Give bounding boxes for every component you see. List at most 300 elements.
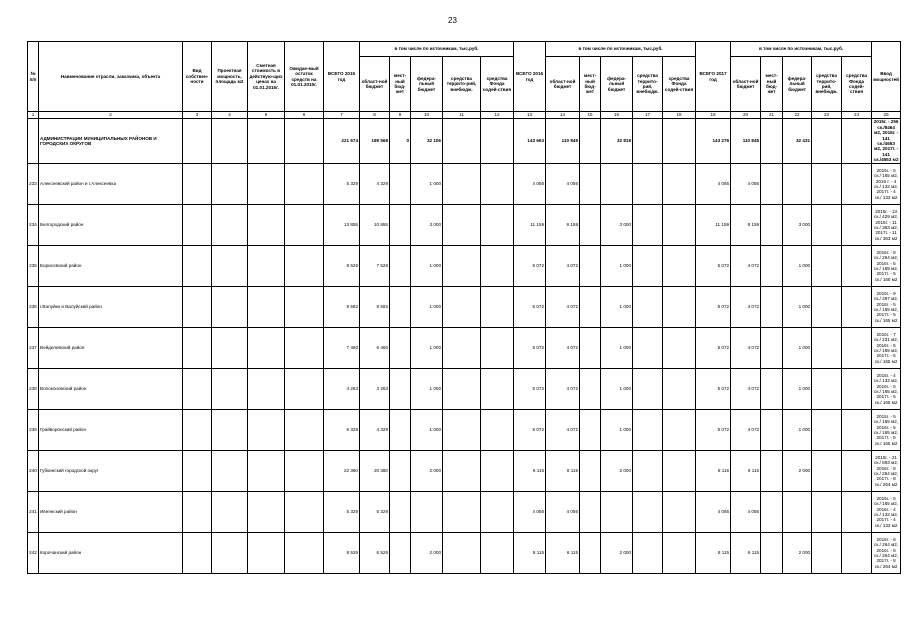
cell-c7: 13 855: [324, 205, 360, 246]
capacity-intro: 2015г. - 8 ск./ 264 м2, 2016г. - 5 ск./ 165 м2, 2017г. - 5 ск./ 165 м2: [872, 246, 901, 287]
empty-cell: [812, 533, 842, 574]
empty-cell: [481, 119, 514, 164]
empty-cell: [580, 246, 601, 287]
empty-cell: [842, 533, 872, 574]
cell-c10: 1 000: [411, 410, 443, 451]
cell-c14: 4 056: [546, 492, 580, 533]
capacity-intro: 2015г. - 8 ск./ 264 м2, 2016г. - 8 ск./ 264 м2, 2017г. - 8 ск./ 264 м2: [872, 533, 901, 574]
row-index: 242: [28, 533, 39, 574]
cell-c8: 5 329: [360, 492, 390, 533]
empty-cell: [580, 492, 601, 533]
row-index: 237: [28, 328, 39, 369]
empty-cell: [183, 164, 212, 205]
empty-cell: [183, 369, 212, 410]
cell-c20: 4 072: [731, 410, 761, 451]
header-federal-2017: федера-льный бюджет: [783, 57, 812, 112]
cell-c22: 1 000: [783, 328, 812, 369]
cell-c8: 10 855: [360, 205, 390, 246]
empty-cell: [183, 533, 212, 574]
capacity-intro: 2015г. - 5 ск./ 165 м2, 2016г. - 4 ск./ 132 м2, 2017г. - 4 ск./ 132 м2: [872, 492, 901, 533]
cell-c16: 1 000: [601, 410, 633, 451]
empty-cell: [481, 287, 514, 328]
header-territorial-2016: средства террито-рий, внебюдж.: [633, 57, 663, 112]
empty-cell: [183, 328, 212, 369]
empty-cell: [285, 492, 324, 533]
cell-c19: 8 115: [696, 533, 731, 574]
empty-cell: [633, 410, 663, 451]
row-index: 238: [28, 369, 39, 410]
column-number: 2: [39, 112, 183, 119]
cell-c19: 5 072: [696, 369, 731, 410]
table-row: [28, 451, 901, 492]
empty-cell: [633, 492, 663, 533]
empty-cell: [248, 492, 285, 533]
header-ownership: Вид собствен-ности: [183, 42, 212, 112]
capacity-intro: 2015г. - 7 ск./ 231 м2, 2016г. - 5 ск./ 165 м2, 2017г. - 5 ск./ 165 м2: [872, 328, 901, 369]
cell-c22: 1 000: [783, 369, 812, 410]
row-index: 234: [28, 205, 39, 246]
empty-cell: [633, 328, 663, 369]
empty-cell: [580, 451, 601, 492]
row-index: 233: [28, 164, 39, 205]
cell-c16: 3 000: [601, 205, 633, 246]
table-row: [28, 246, 901, 287]
header-fund-2015: средства Фонда содей-ствия: [481, 57, 514, 112]
cell-c14: 4 072: [546, 246, 580, 287]
column-number: 21: [761, 112, 783, 119]
empty-cell: [183, 287, 212, 328]
empty-cell: [633, 287, 663, 328]
row-name: Грайворонский район: [39, 410, 183, 451]
cell-c7: 8 526: [324, 246, 360, 287]
cell-c13: 5 072: [514, 246, 546, 287]
cell-c19: 143 276: [696, 119, 731, 164]
empty-cell: [663, 451, 696, 492]
empty-cell: [812, 492, 842, 533]
empty-cell: [443, 287, 481, 328]
table-row: [28, 164, 901, 205]
column-number: 6: [285, 112, 324, 119]
cell-c20: 6 115: [731, 533, 761, 574]
empty-cell: [633, 246, 663, 287]
cell-c19: 5 072: [696, 287, 731, 328]
cell-c19: 5 072: [696, 410, 731, 451]
empty-cell: [761, 533, 783, 574]
empty-cell: [761, 246, 783, 287]
empty-cell: [481, 246, 514, 287]
row-name: Борисовский район: [39, 246, 183, 287]
cell-c22: [783, 492, 812, 533]
cell-c7: 5 329: [324, 492, 360, 533]
column-number: 22: [783, 112, 812, 119]
header-regional-2015: област-ной бюджет: [360, 57, 390, 112]
empty-cell: [633, 533, 663, 574]
cell-c7: 5 329: [324, 164, 360, 205]
empty-cell: [443, 328, 481, 369]
cell-c16: [601, 164, 633, 205]
cell-c9: [390, 246, 411, 287]
column-number-row: [28, 112, 901, 119]
table-row: [28, 410, 901, 451]
cell-c22: 3 000: [783, 205, 812, 246]
cell-c14: 8 159: [546, 205, 580, 246]
cell-c22: 32 431: [783, 119, 812, 164]
group-name: АДМИНИСТРАЦИИ МУНИЦИПАЛЬНЫХ РАЙОНОВ И ГОРОДСКИХ ОКРУГОВ: [39, 119, 183, 164]
header-fund-2016: средства Фонда содей-ствия: [663, 57, 696, 112]
header-remainder: Ожидае-мый остаток средств на 01.01.2015г.: [285, 42, 324, 112]
row-index: 241: [28, 492, 39, 533]
header-regional-2016: област-ной бюджет: [546, 57, 580, 112]
cell-c8: 3 263: [360, 369, 390, 410]
table-row: [28, 287, 901, 328]
empty-cell: [812, 328, 842, 369]
capacity-intro: 2015г. - 4 ск./ 132 м2, 2016г. - 5 ск./ 165 м2, 2017г. - 5 ск./ 165 м2: [872, 369, 901, 410]
cell-c16: 1 000: [601, 287, 633, 328]
header-capacity: Проектная мощность, площадь м2: [212, 42, 248, 112]
empty-cell: [212, 492, 248, 533]
empty-cell: [842, 369, 872, 410]
cell-c22: 1 000: [783, 410, 812, 451]
empty-cell: [481, 533, 514, 574]
financing-table: [27, 41, 901, 574]
table-row: [28, 533, 901, 574]
row-index: 236: [28, 287, 39, 328]
empty-cell: [212, 410, 248, 451]
cell-c13: 4 056: [514, 492, 546, 533]
cell-c22: 2 000: [783, 451, 812, 492]
cell-c13: 5 072: [514, 287, 546, 328]
empty-cell: [761, 164, 783, 205]
cell-c22: [783, 164, 812, 205]
cell-c20: 4 072: [731, 328, 761, 369]
cell-c13: 5 072: [514, 410, 546, 451]
cell-c10: [411, 492, 443, 533]
cell-c19: 4 056: [696, 164, 731, 205]
cell-c7: 8 526: [324, 533, 360, 574]
header-federal-2016: федера-льный бюджет: [601, 57, 633, 112]
empty-cell: [812, 287, 842, 328]
cell-c13: 5 072: [514, 369, 546, 410]
cell-c8: 4 329: [360, 410, 390, 451]
cell-c13: 8 115: [514, 533, 546, 574]
empty-cell: [248, 119, 285, 164]
empty-cell: [481, 492, 514, 533]
cell-c20: 4 056: [731, 164, 761, 205]
empty-cell: [248, 328, 285, 369]
empty-cell: [633, 119, 663, 164]
cell-c16: 2 000: [601, 451, 633, 492]
empty-cell: [248, 451, 285, 492]
column-number: 24: [842, 112, 872, 119]
table-body: [28, 112, 901, 574]
header-federal-2015: федера-льный бюджет: [411, 57, 443, 112]
empty-cell: [633, 369, 663, 410]
row-name: Ивнянский район: [39, 492, 183, 533]
empty-cell: [443, 533, 481, 574]
cell-c9: [390, 164, 411, 205]
cell-c7: 221 674: [324, 119, 360, 164]
header-fund-2017: средства Фонда содей-ствия: [842, 57, 872, 112]
row-index: 239: [28, 410, 39, 451]
empty-cell: [248, 164, 285, 205]
table-header: [28, 42, 901, 112]
empty-cell: [842, 410, 872, 451]
header-local-2016: мест-ный бюд-жет: [580, 57, 601, 112]
cell-c9: [390, 328, 411, 369]
cell-c13: 4 056: [514, 164, 546, 205]
cell-c20: 4 072: [731, 246, 761, 287]
cell-c16: [601, 492, 633, 533]
cell-c20: 4 072: [731, 287, 761, 328]
empty-cell: [285, 164, 324, 205]
empty-cell: [633, 451, 663, 492]
empty-cell: [212, 287, 248, 328]
header-sources-2016: в том числе по источникам, тыс.руб.: [546, 42, 696, 57]
cell-c19: 8 115: [696, 451, 731, 492]
empty-cell: [842, 451, 872, 492]
row-name: Белгородский район: [39, 205, 183, 246]
empty-cell: [285, 533, 324, 574]
empty-cell: [285, 451, 324, 492]
column-number: 9: [390, 112, 411, 119]
cell-c9: [390, 533, 411, 574]
header-sources-2017: в том числе по источникам, тыс.руб.: [731, 42, 872, 57]
cell-c14: 4 072: [546, 410, 580, 451]
empty-cell: [212, 533, 248, 574]
cell-c9: 0: [390, 119, 411, 164]
header-total-2015: ВСЕГО 2015 год: [324, 42, 360, 112]
cell-c14: 6 115: [546, 451, 580, 492]
row-name: Губкинский городской округ: [39, 451, 183, 492]
cell-c20: 6 115: [731, 451, 761, 492]
empty-cell: [212, 328, 248, 369]
capacity-intro: 2015г. - 21 ск./ 693 м2, 2016г. - 8 ск./ 264 м2, 2017г. - 8 ск./ 264 м2: [872, 451, 901, 492]
empty-cell: [812, 205, 842, 246]
column-number: 1: [28, 112, 39, 119]
row-name: Вейделевский район: [39, 328, 183, 369]
cell-c14: 4 072: [546, 369, 580, 410]
empty-cell: [212, 119, 248, 164]
header-territorial-2015: средства террито-рий, внебюдж.: [443, 57, 481, 112]
empty-cell: [663, 205, 696, 246]
empty-cell: [248, 205, 285, 246]
empty-cell: [812, 451, 842, 492]
row-name: Корочанский район: [39, 533, 183, 574]
empty-cell: [212, 164, 248, 205]
cell-c16: 2 000: [601, 533, 633, 574]
empty-cell: [580, 119, 601, 164]
cell-c13: 143 663: [514, 119, 546, 164]
empty-cell: [212, 246, 248, 287]
column-number: 19: [696, 112, 731, 119]
column-number: 3: [183, 112, 212, 119]
empty-cell: [183, 410, 212, 451]
column-number: 17: [633, 112, 663, 119]
empty-cell: [842, 164, 872, 205]
row-index: 235: [28, 246, 39, 287]
empty-cell: [663, 287, 696, 328]
empty-cell: [443, 369, 481, 410]
cell-c22: 2 000: [783, 533, 812, 574]
empty-cell: [285, 410, 324, 451]
cell-c7: 7 460: [324, 328, 360, 369]
row-name: г.Валуйки и Валуйский район: [39, 287, 183, 328]
empty-cell: [633, 164, 663, 205]
empty-cell: [580, 328, 601, 369]
header-total-2016: ВСЕГО 2016 год: [514, 42, 546, 112]
column-number: 7: [324, 112, 360, 119]
empty-cell: [443, 164, 481, 205]
cell-c14: 110 845: [546, 119, 580, 164]
empty-cell: [248, 369, 285, 410]
empty-cell: [481, 410, 514, 451]
empty-cell: [633, 205, 663, 246]
cell-c20: 8 159: [731, 205, 761, 246]
empty-cell: [443, 410, 481, 451]
cell-c13: 11 159: [514, 205, 546, 246]
column-number: 11: [443, 112, 481, 119]
cell-c8: 20 380: [360, 451, 390, 492]
empty-cell: [212, 369, 248, 410]
empty-cell: [580, 205, 601, 246]
cell-c10: 1 000: [411, 164, 443, 205]
cell-c8: 6 526: [360, 533, 390, 574]
capacity-intro: 2015г. - 256 ск./8464 м2, 2016г. - 141 ск./4653 м2, 2017г. - 141 ск./4653 м2: [872, 119, 901, 164]
header-total-2017: ВСЕГО 2017 год: [696, 42, 731, 112]
cell-c19: 5 072: [696, 328, 731, 369]
empty-cell: [183, 246, 212, 287]
cell-c9: [390, 451, 411, 492]
cell-c20: 4 072: [731, 369, 761, 410]
empty-cell: [842, 246, 872, 287]
cell-c16: 1 000: [601, 328, 633, 369]
table-row: [28, 492, 901, 533]
empty-cell: [842, 492, 872, 533]
cell-c10: 1 000: [411, 369, 443, 410]
empty-cell: [183, 119, 212, 164]
column-number: 25: [872, 112, 901, 119]
cell-c10: 1 000: [411, 328, 443, 369]
cell-c10: 3 000: [411, 205, 443, 246]
empty-cell: [248, 246, 285, 287]
cell-c9: [390, 287, 411, 328]
cell-c10: 2 000: [411, 533, 443, 574]
empty-cell: [761, 205, 783, 246]
cell-c8: 189 568: [360, 119, 390, 164]
empty-cell: [580, 369, 601, 410]
empty-cell: [285, 328, 324, 369]
empty-cell: [812, 410, 842, 451]
empty-cell: [663, 369, 696, 410]
table-row: [28, 205, 901, 246]
column-number: 12: [481, 112, 514, 119]
column-number: 5: [248, 112, 285, 119]
empty-cell: [443, 119, 481, 164]
empty-cell: [443, 246, 481, 287]
cell-c7: 4 263: [324, 369, 360, 410]
cell-c10: 2 000: [411, 451, 443, 492]
capacity-intro: 2015г. - 5 ск./ 165 м2, 2016г. - 5 ск./ 165 м2, 2017г. - 5 ск./ 165 м2: [872, 410, 901, 451]
empty-cell: [580, 287, 601, 328]
empty-cell: [663, 119, 696, 164]
cell-c10: 1 000: [411, 287, 443, 328]
cell-c19: 4 056: [696, 492, 731, 533]
cell-c14: 4 056: [546, 164, 580, 205]
column-number: 18: [663, 112, 696, 119]
empty-cell: [663, 164, 696, 205]
empty-cell: [248, 410, 285, 451]
empty-cell: [443, 492, 481, 533]
empty-cell: [812, 246, 842, 287]
empty-cell: [443, 205, 481, 246]
empty-cell: [761, 492, 783, 533]
empty-cell: [580, 164, 601, 205]
column-number: 15: [580, 112, 601, 119]
cell-c22: 1 000: [783, 246, 812, 287]
column-number: 10: [411, 112, 443, 119]
empty-cell: [285, 119, 324, 164]
row-name: Волоконовский район: [39, 369, 183, 410]
page-number: 23: [448, 16, 457, 25]
cell-c19: 11 159: [696, 205, 731, 246]
empty-cell: [212, 205, 248, 246]
cell-c14: 6 115: [546, 533, 580, 574]
cell-c9: [390, 410, 411, 451]
cell-c14: 4 072: [546, 328, 580, 369]
empty-cell: [248, 287, 285, 328]
empty-cell: [183, 205, 212, 246]
cell-c8: 7 526: [360, 246, 390, 287]
cell-c8: 6 460: [360, 328, 390, 369]
empty-cell: [761, 410, 783, 451]
capacity-intro: 2015г. - 13 ск./ 429 м2, 2016г. - 11 ск./ 363 м2, 2017г. - 11 ск./ 363 м2: [872, 205, 901, 246]
cell-c8: 4 329: [360, 164, 390, 205]
cell-c7: 22 380: [324, 451, 360, 492]
cell-c9: [390, 492, 411, 533]
header-territorial-2017: средства террито-рий, внебюдж.: [812, 57, 842, 112]
empty-cell: [812, 164, 842, 205]
group-row: [28, 119, 901, 164]
empty-cell: [761, 369, 783, 410]
cell-c10: 1 000: [411, 246, 443, 287]
empty-cell: [212, 451, 248, 492]
column-number: 13: [514, 112, 546, 119]
empty-cell: [663, 246, 696, 287]
empty-cell: [580, 410, 601, 451]
empty-cell: [761, 119, 783, 164]
header-estimate: Сметная стоимость в действую-щих ценах на 01.01.2015г.: [248, 42, 285, 112]
empty-cell: [481, 369, 514, 410]
empty-cell: [183, 492, 212, 533]
empty-cell: [842, 287, 872, 328]
empty-cell: [663, 328, 696, 369]
empty-cell: [481, 328, 514, 369]
cell-c14: 4 072: [546, 287, 580, 328]
cell-c13: 5 072: [514, 328, 546, 369]
column-number: 4: [212, 112, 248, 119]
cell-c20: 4 056: [731, 492, 761, 533]
header-regional-2017: област-ной бюджет: [731, 57, 761, 112]
header-name: Наименование отрасли, заказчика, объекта: [39, 42, 183, 112]
row-name: Алексеевский район и г.Алексеевка: [39, 164, 183, 205]
empty-cell: [812, 369, 842, 410]
empty-cell: [842, 328, 872, 369]
empty-cell: [812, 119, 842, 164]
empty-cell: [285, 287, 324, 328]
column-number: 16: [601, 112, 633, 119]
table-row: [28, 369, 901, 410]
header-sources-2015: в том числе по источникам, тыс.руб.: [360, 42, 514, 57]
